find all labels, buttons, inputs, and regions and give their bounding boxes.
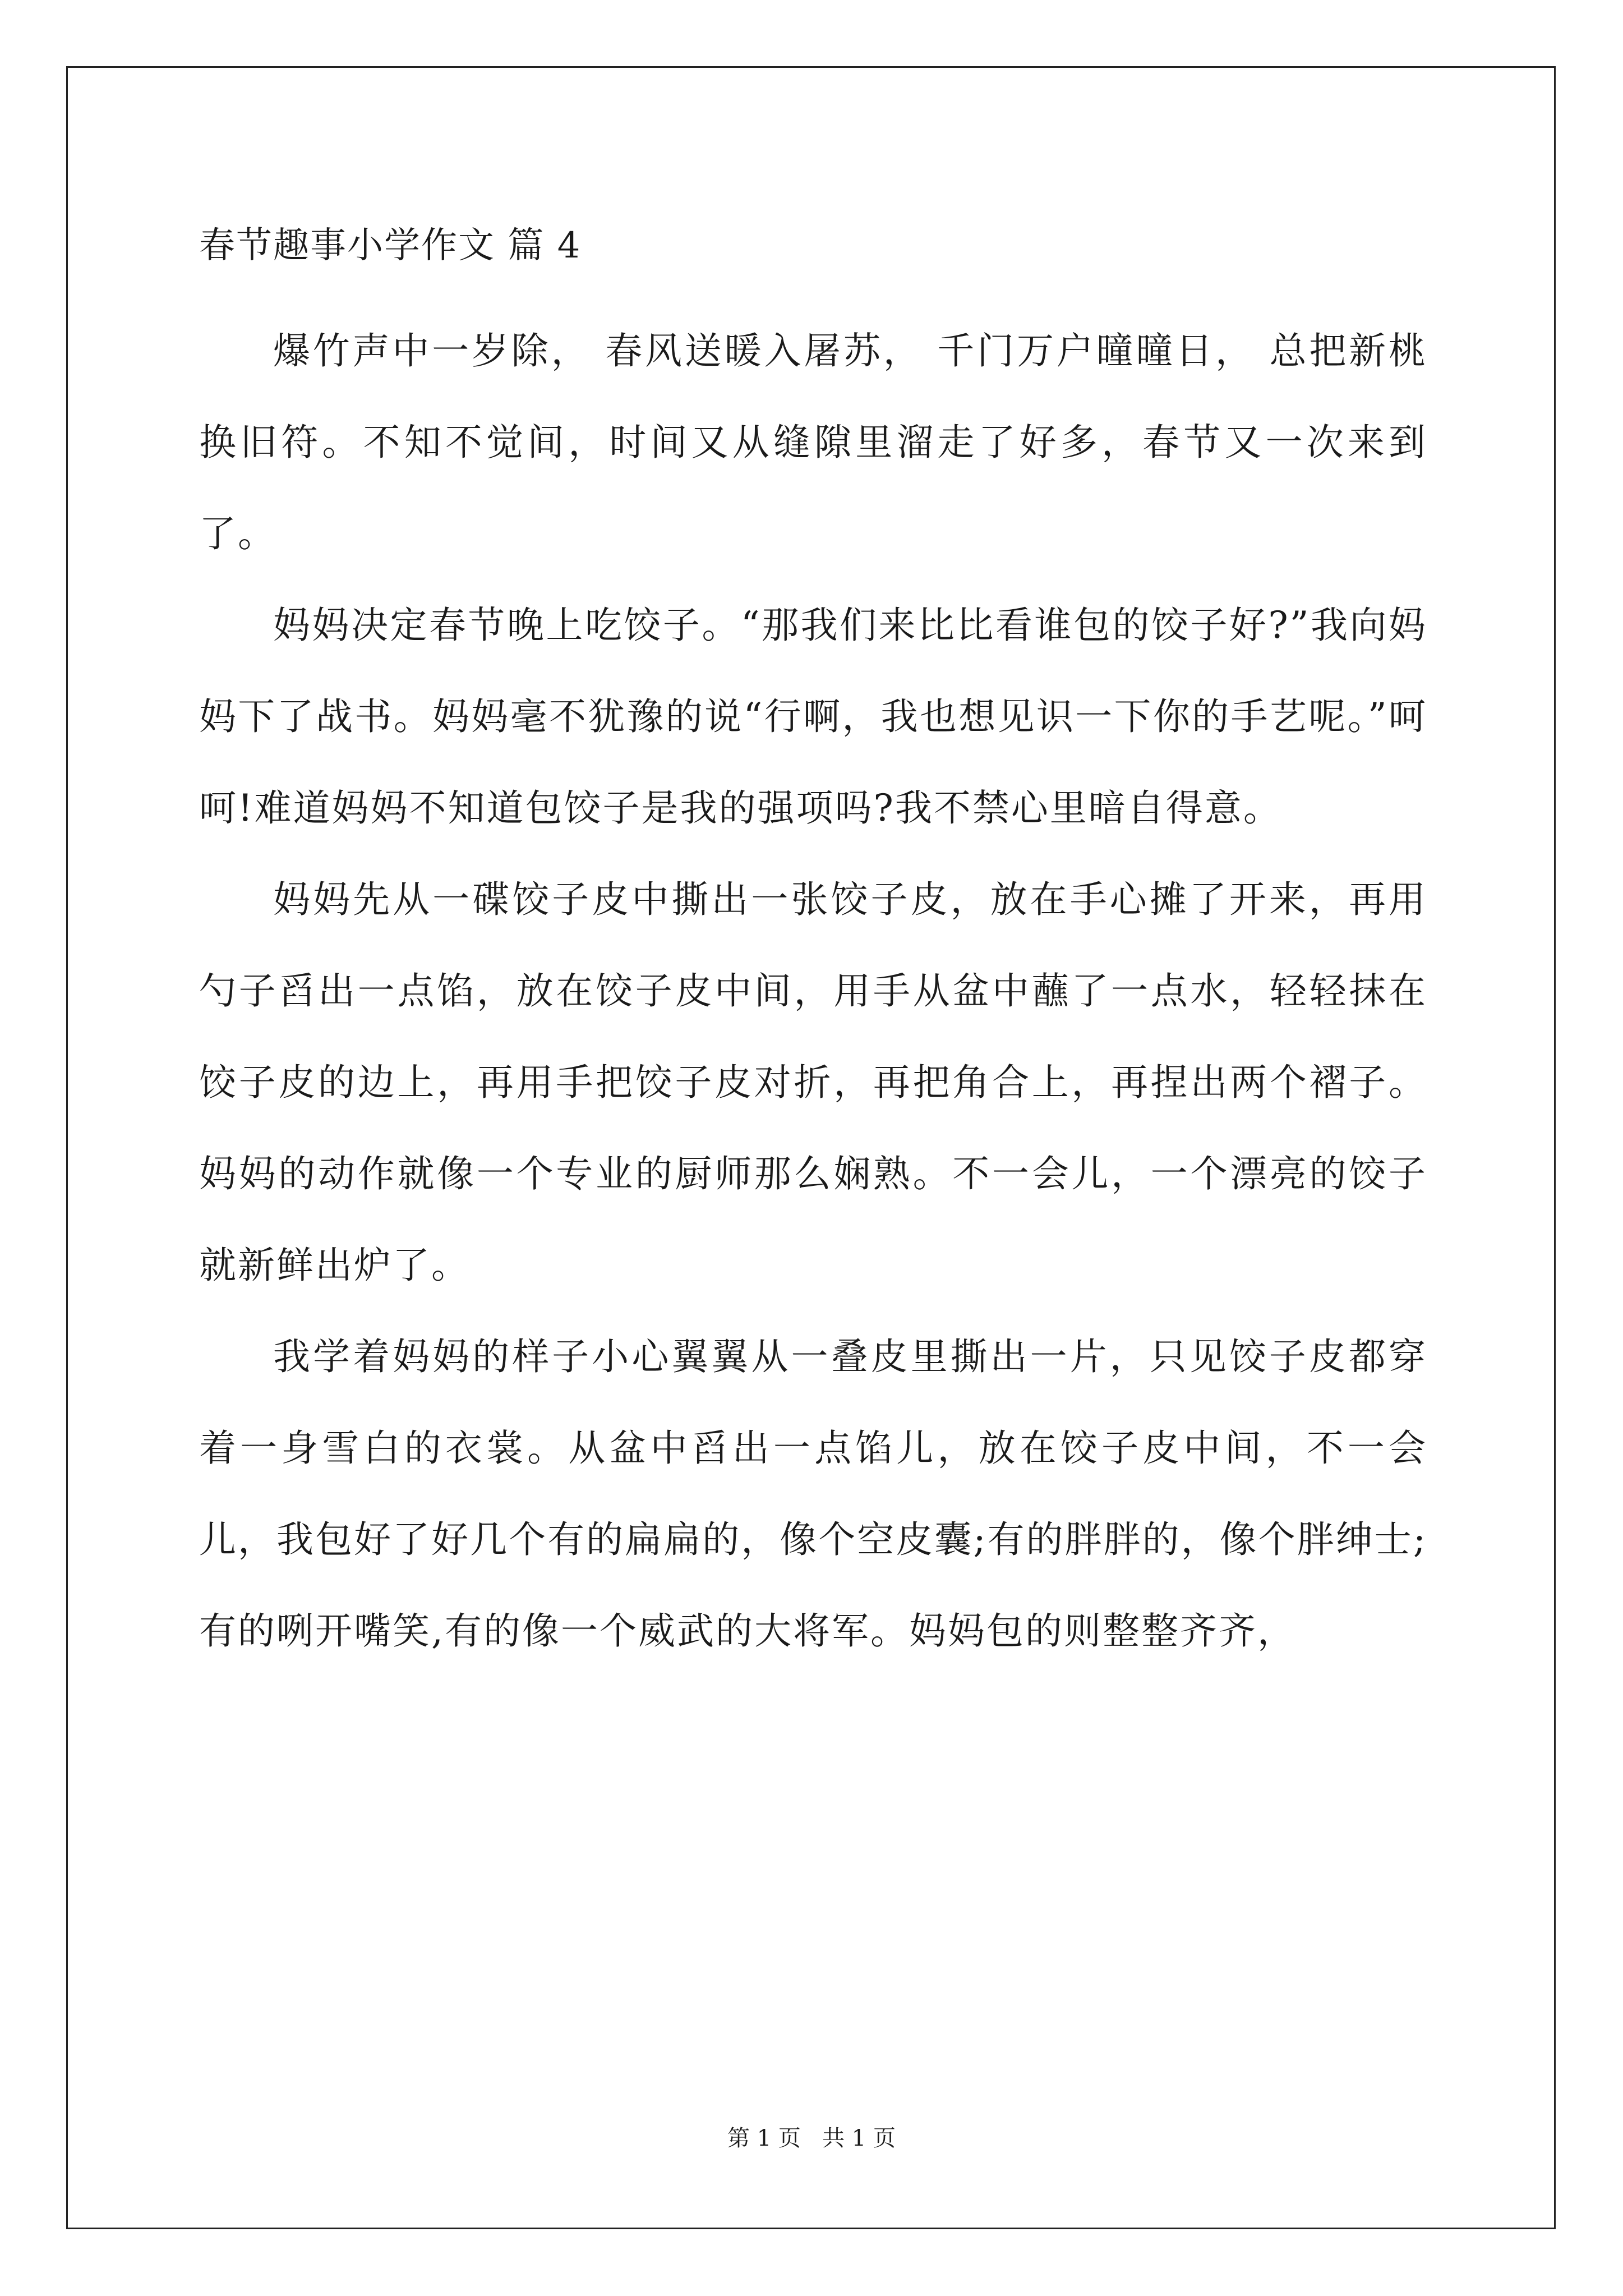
paragraph-2: 妈妈决定春节晚上吃饺子。“那我们来比比看谁包的饺子好?”我向妈妈下了战书。妈妈毫不犹豫的说“行啊，我也想见识一下你的手艺呢。”呵呵!难道妈妈不知道包饺子是我的强项吗?我不禁心里暗自得意。 [199, 604, 1427, 830]
page-footer: 第 1 页 共 1 页 [727, 2125, 896, 2151]
document-title: 春节趣事小学作文 篇 4 [199, 225, 582, 266]
paragraph-3: 妈妈先从一碟饺子皮中撕出一张饺子皮，放在手心摊了开来，再用勺子舀出一点馅，放在饺子皮中间，用手从盆中蘸了一点水，轻轻抹在饺子皮的边上，再用手把饺子皮对折，再把角合上，再捏出两个褶子。妈妈的动作就像一个专业的厨师那么娴熟。不一会儿，一个漂亮的饺子就新鲜出炉了。 [199, 878, 1427, 1287]
paragraph-1: 爆竹声中一岁除， 春风送暖入屠苏， 千门万户曈曈日， 总把新桃换旧符。不知不觉间，时间又从缝隙里溜走了好多，春节又一次来到了。 [199, 329, 1427, 555]
paragraph-4: 我学着妈妈的样子小心翼翼从一叠皮里撕出一片，只见饺子皮都穿着一身雪白的衣裳。从盆中舀出一点馅儿，放在饺子皮中间，不一会儿，我包好了好几个有的扁扁的，像个空皮囊;有的胖胖的，像个胖绅士;有的咧开嘴笑,有的像一个威武的大将军。妈妈包的则整整齐齐， [199, 1335, 1427, 1653]
document-body [199, 219, 1427, 1677]
